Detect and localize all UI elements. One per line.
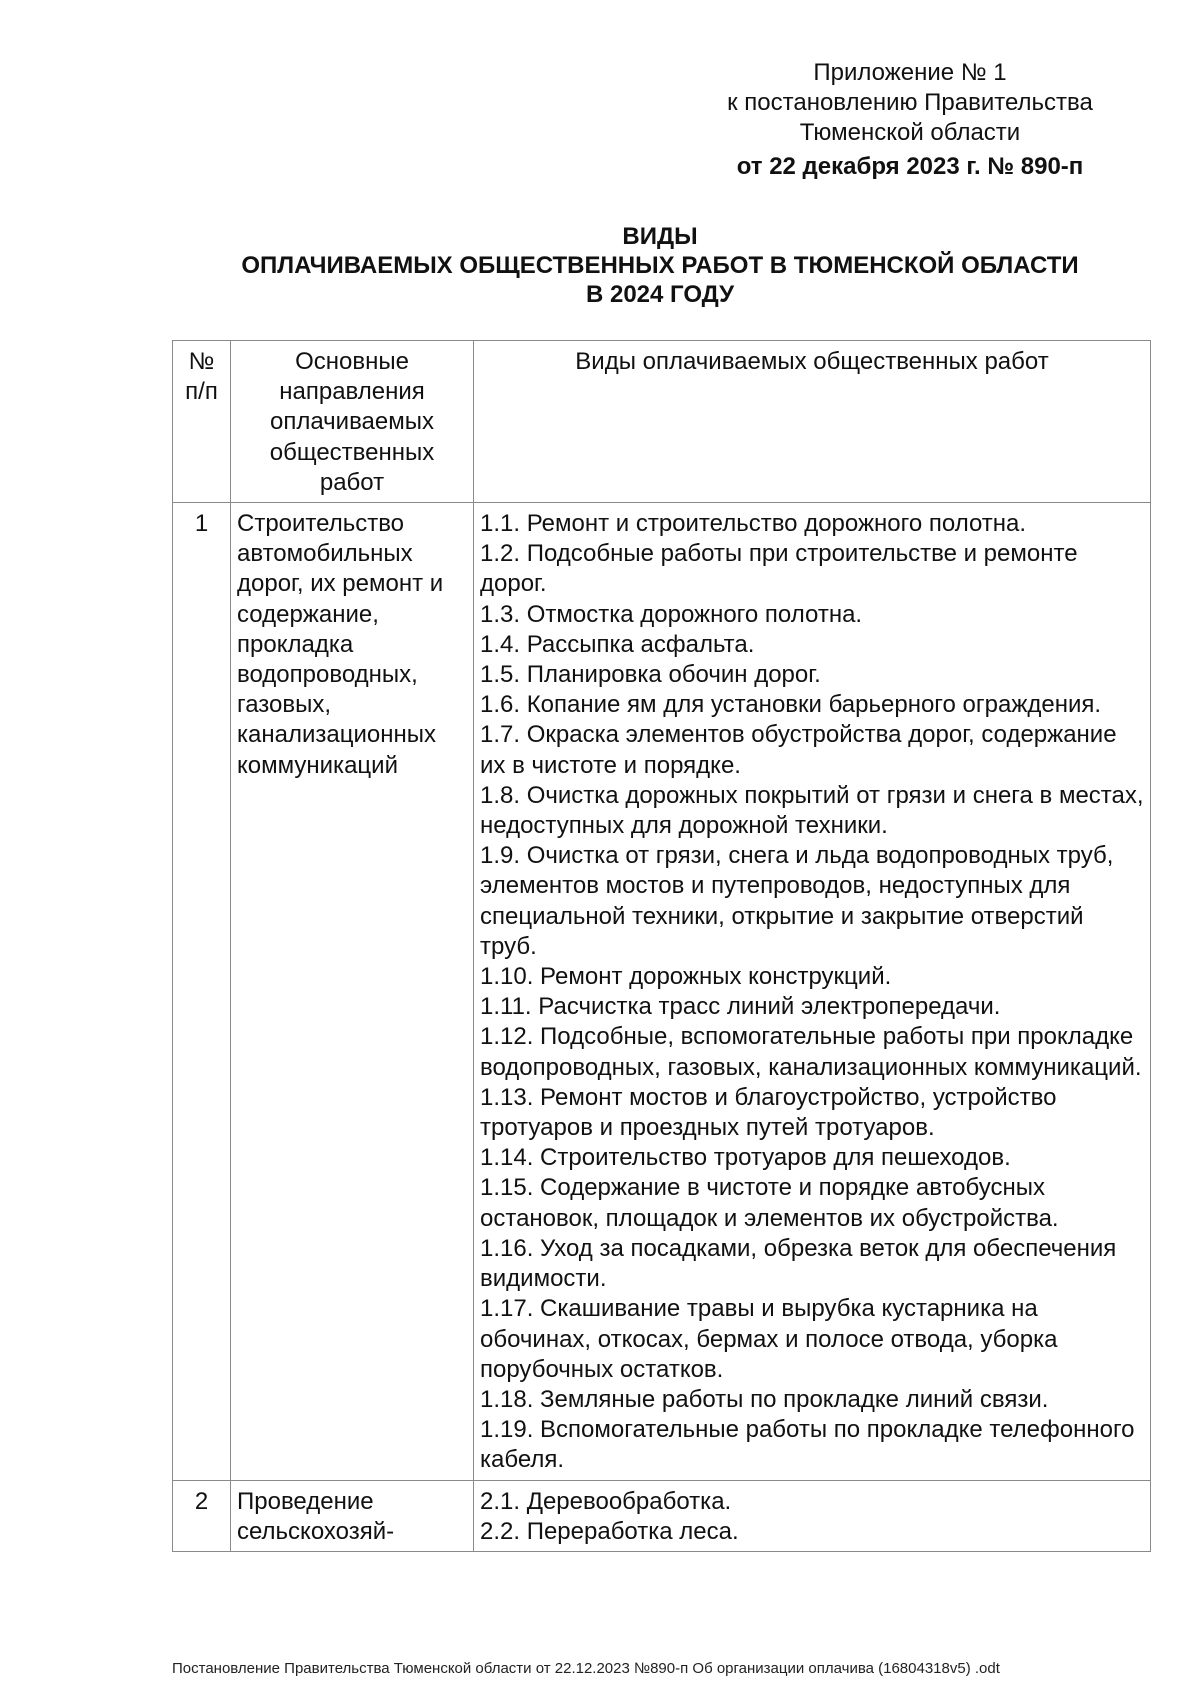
works-table — [172, 340, 1151, 1552]
header-num: № п/п — [173, 341, 231, 503]
appendix-heading — [640, 58, 1180, 182]
row-items — [474, 1480, 1151, 1551]
work-item: 2.2. Переработка леса. — [480, 1517, 739, 1545]
work-item: 1.8. Очистка дорожных покрытий от грязи и снега в местах, недоступных для дорожной техники. — [480, 781, 1144, 840]
work-item: 1.11. Расчистка трасс линий электропередачи. — [480, 993, 1001, 1021]
appendix-resolution: к постановлению Правительства — [727, 89, 1093, 116]
work-item: 1.9. Очистка от грязи, снега и льда водопроводных труб, элементов мостов и путепроводов, недоступных для специальной техники, открытие и закрытие отверстий труб. — [480, 842, 1114, 960]
work-item: 1.14. Строительство тротуаров для пешеходов. — [480, 1144, 1011, 1172]
row-direction: Строительство автомобильных дорог, их ремонт и содержание, прокладка водопроводных, газовых, канализационных коммуникаций — [231, 503, 474, 1481]
table-row — [173, 503, 1151, 1481]
row-direction: Проведение сельскохозяй- — [231, 1480, 474, 1551]
table-row — [173, 1480, 1151, 1551]
document-title — [160, 222, 1160, 309]
row-num: 2 — [173, 1480, 231, 1551]
appendix-region: Тюменской области — [799, 119, 1021, 146]
work-item: 1.16. Уход за посадками, обрезка веток для обеспечения видимости. — [480, 1234, 1117, 1293]
work-item: 1.15. Содержание в чистоте и порядке автобусных остановок, площадок и элементов их обустройства. — [480, 1174, 1059, 1232]
table-header-row — [173, 341, 1151, 503]
work-item: 1.13. Ремонт мостов и благоустройство, устройство тротуаров и проездных путей тротуаров. — [480, 1083, 1057, 1142]
work-item: 1.6. Копание ям для установки барьерного ограждения. — [480, 691, 1102, 719]
appendix-number: Приложение № 1 — [813, 59, 1007, 86]
work-item: 1.5. Планировка обочин дорог. — [480, 661, 821, 689]
work-item: 1.1. Ремонт и строительство дорожного полотна. — [480, 510, 1027, 538]
title-line-2: ОПЛАЧИВАЕМЫХ ОБЩЕСТВЕННЫХ РАБОТ В ТЮМЕНСКОЙ ОБЛАСТИ — [241, 252, 1079, 279]
work-item: 1.2. Подсобные работы при строительстве и ремонте дорог. — [480, 540, 1078, 598]
title-line-1: ВИДЫ — [622, 223, 698, 250]
header-direction: Основные направления оплачиваемых общественных работ — [231, 341, 474, 503]
row-num: 1 — [173, 503, 231, 1481]
work-item: 1.19. Вспомогательные работы по прокладке телефонного кабеля. — [480, 1416, 1135, 1474]
title-line-3: В 2024 ГОДУ — [585, 281, 735, 308]
work-item: 2.1. Деревообработка. — [480, 1487, 732, 1515]
page-footer: Постановление Правительства Тюменской области от 22.12.2023 №890-п Об организации оплачива (16804318v5) .odt — [172, 1660, 1000, 1677]
work-item: 1.3. Отмостка дорожного полотна. — [480, 600, 863, 628]
work-item: 1.12. Подсобные, вспомогательные работы при прокладке водопроводных, газовых, канализационных коммуникаций. — [480, 1023, 1142, 1081]
work-item: 1.10. Ремонт дорожных конструкций. — [480, 963, 892, 991]
row-items — [474, 503, 1151, 1481]
work-item: 1.18. Земляные работы по прокладке линий связи. — [480, 1385, 1049, 1413]
header-types: Виды оплачиваемых общественных работ — [474, 341, 1151, 503]
appendix-date: от 22 декабря 2023 г. № 890-п — [736, 153, 1084, 180]
work-item: 1.7. Окраска элементов обустройства дорог, содержание их в чистоте и порядке. — [480, 721, 1117, 779]
work-item: 1.17. Скашивание травы и вырубка кустарника на обочинах, откосах, бермах и полосе отвода, уборка порубочных остатков. — [480, 1295, 1058, 1383]
work-item: 1.4. Рассыпка асфальта. — [480, 630, 755, 658]
